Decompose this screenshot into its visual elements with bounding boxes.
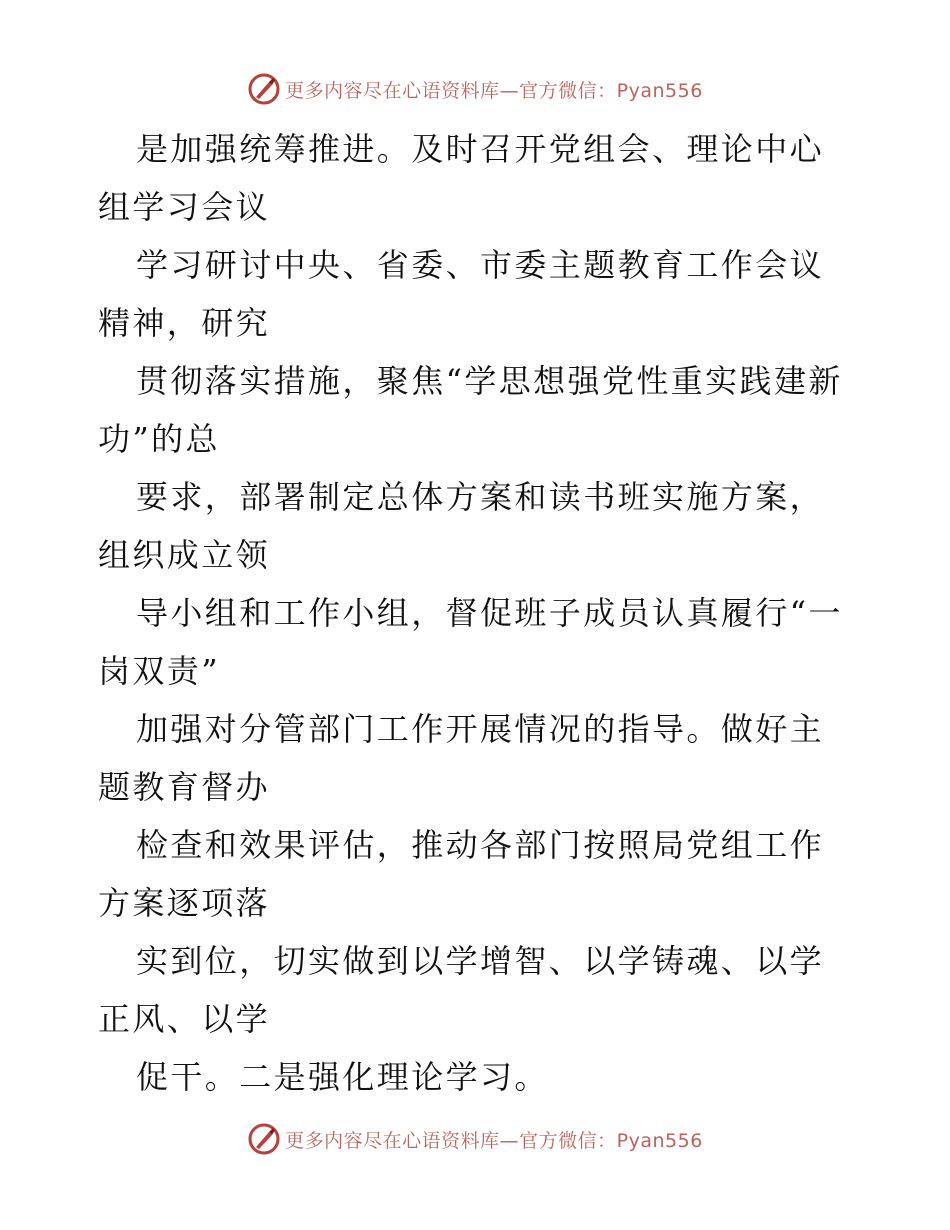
pen-logo-icon	[247, 1122, 281, 1156]
paragraph: 贯彻落实措施，聚焦“学思想强党性重实践建新功”的总	[98, 362, 843, 458]
paragraph: 加强对分管部门工作开展情况的指导。做好主题教育督办	[98, 710, 825, 806]
paragraph: 导小组和工作小组，督促班子成员认真履行“一岗双责”	[98, 594, 843, 690]
header-banner	[0, 72, 950, 106]
paragraph: 实到位，切实做到以学增智、以学铸魂、以学正风、以学	[98, 942, 825, 1038]
footer-banner	[0, 1122, 950, 1156]
paragraph: 学习研讨中央、省委、市委主题教育工作会议精神，研究	[98, 246, 825, 342]
pen-logo-icon	[247, 72, 281, 106]
paragraph: 检查和效果评估，推动各部门按照局党组工作方案逐项落	[98, 826, 825, 922]
paragraph: 促干。二是强化理论学习。	[136, 1058, 549, 1096]
paragraph: 要求，部署制定总体方案和读书班实施方案，组织成立领	[98, 478, 825, 574]
paragraph: 是加强统筹推进。及时召开党组会、理论中心组学习会议	[98, 130, 825, 226]
footer-banner-text: 更多内容尽在心语资料库—官方微信：Pyan556	[285, 1129, 703, 1152]
header-banner-text: 更多内容尽在心语资料库—官方微信：Pyan556	[285, 79, 703, 102]
document-body	[98, 120, 858, 1106]
